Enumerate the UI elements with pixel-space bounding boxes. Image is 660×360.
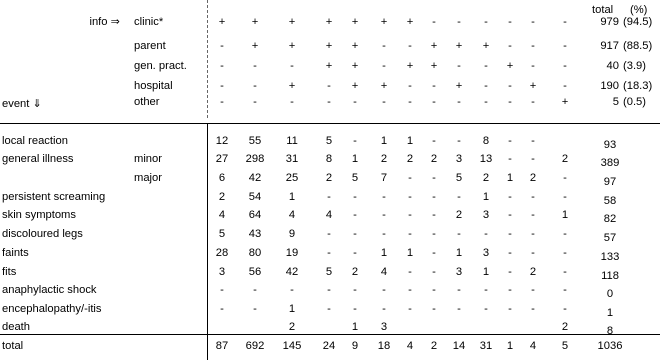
info-mark: - [432, 16, 436, 28]
event-count-cell: - [432, 228, 436, 240]
event-row-total: 57 [603, 232, 617, 244]
event-count-cell: 56 [248, 266, 262, 278]
total-row-cell: 2 [430, 340, 438, 352]
event-count-cell: - [353, 191, 357, 203]
info-mark: - [382, 40, 386, 52]
event-label: fits [2, 266, 17, 278]
event-count-cell: 2 [561, 153, 569, 165]
event-count-cell: - [508, 284, 512, 296]
event-count-cell: 2 [218, 191, 226, 203]
info-total: 190 [600, 80, 619, 92]
event-count-cell: - [531, 209, 535, 221]
info-mark: - [563, 16, 567, 28]
info-mark: + [406, 16, 414, 28]
info-mark: + [325, 60, 333, 72]
pct-header: (%) [630, 4, 648, 16]
info-mark: + [561, 96, 569, 108]
event-count-cell: 28 [215, 247, 229, 259]
total-row-divider [0, 334, 660, 335]
event-label: discoloured legs [2, 228, 83, 240]
info-mark: - [220, 80, 224, 92]
event-count-cell: 3 [482, 209, 490, 221]
event-count-cell: - [508, 135, 512, 147]
info-mark: + [506, 60, 514, 72]
event-count-cell: - [457, 191, 461, 203]
event-count-cell: 13 [479, 153, 493, 165]
event-count-cell: - [382, 284, 386, 296]
info-mark: - [484, 60, 488, 72]
info-source-label: gen. pract. [134, 60, 187, 72]
event-count-cell: 54 [248, 191, 262, 203]
event-count-cell: - [508, 247, 512, 259]
info-mark: - [253, 60, 257, 72]
info-mark: + [482, 40, 490, 52]
info-mark: + [325, 40, 333, 52]
info-mark: - [220, 40, 224, 52]
info-mark: - [563, 40, 567, 52]
event-count-cell: 31 [285, 153, 299, 165]
info-pct: (0.5) [623, 96, 647, 108]
info-mark: - [220, 96, 224, 108]
event-count-cell: 43 [248, 228, 262, 240]
info-mark: + [288, 80, 296, 92]
event-count-cell: 1 [406, 135, 414, 147]
event-count-cell: 7 [380, 172, 388, 184]
info-mark: + [406, 60, 414, 72]
event-count-cell: - [408, 266, 412, 278]
info-mark: - [253, 80, 257, 92]
event-count-cell: - [382, 303, 386, 315]
event-count-cell: 4 [218, 209, 226, 221]
event-count-cell: 298 [245, 153, 265, 165]
total-row-cell: 14 [452, 340, 466, 352]
info-mark: - [408, 96, 412, 108]
total-row-cell: 31 [479, 340, 493, 352]
event-count-cell: 11 [286, 135, 298, 147]
event-count-cell: 1 [482, 266, 490, 278]
event-count-cell: 1 [351, 153, 359, 165]
info-pct: (88.5) [623, 40, 653, 52]
info-mark: - [457, 16, 461, 28]
event-count-cell: - [563, 303, 567, 315]
event-count-cell: - [353, 209, 357, 221]
total-row-cell: 145 [282, 340, 302, 352]
event-row-total: 133 [600, 251, 620, 263]
event-label: faints [2, 247, 29, 259]
event-count-cell: 1 [351, 321, 359, 333]
event-label: anaphylactic shock [2, 284, 97, 296]
event-count-cell: 1 [482, 191, 490, 203]
info-mark: + [351, 80, 359, 92]
event-count-cell: 5 [218, 228, 226, 240]
event-count-cell: 2 [351, 266, 359, 278]
info-mark: - [531, 40, 535, 52]
info-source-label: other [134, 96, 160, 108]
event-count-cell: - [508, 153, 512, 165]
total-row-cell: 9 [351, 340, 359, 352]
info-total: 979 [600, 16, 619, 28]
header-body-divider [0, 123, 660, 124]
event-count-cell: 5 [351, 172, 359, 184]
event-count-cell: 1 [561, 209, 569, 221]
info-mark: - [408, 80, 412, 92]
info-mark: - [432, 96, 436, 108]
event-count-cell: - [353, 228, 357, 240]
event-count-cell: 3 [218, 266, 226, 278]
info-total: 5 [612, 96, 619, 108]
info-mark: - [327, 80, 331, 92]
info-mark: - [353, 96, 357, 108]
info-source-label: parent [134, 40, 166, 52]
info-total: 917 [600, 40, 619, 52]
event-count-cell: - [531, 247, 535, 259]
event-count-cell: 1 [406, 247, 414, 259]
event-count-cell: 6 [218, 172, 226, 184]
event-count-cell: - [457, 135, 461, 147]
event-count-cell: - [432, 303, 436, 315]
event-count-cell: - [353, 135, 357, 147]
event-count-cell: - [531, 303, 535, 315]
event-count-cell: - [531, 135, 535, 147]
info-mark: + [218, 16, 226, 28]
info-mark: - [508, 16, 512, 28]
event-count-cell: - [508, 303, 512, 315]
event-count-cell: - [432, 191, 436, 203]
total-row-cell: 692 [245, 340, 265, 352]
event-row-total: 389 [600, 157, 620, 169]
event-count-cell: 3 [380, 321, 388, 333]
total-row-cell: 1 [506, 340, 514, 352]
info-mark: - [484, 80, 488, 92]
info-mark: - [327, 96, 331, 108]
event-count-cell: 8 [325, 153, 333, 165]
event-count-cell: 2 [455, 209, 463, 221]
info-mark: + [288, 40, 296, 52]
info-mark: + [351, 60, 359, 72]
total-header: total [592, 4, 614, 16]
event-count-cell: 5 [325, 135, 333, 147]
event-count-cell: - [220, 303, 224, 315]
event-row-total: 0 [606, 288, 614, 300]
event-count-cell: 4 [288, 209, 296, 221]
info-mark: - [432, 80, 436, 92]
total-row-cell: 87 [215, 340, 229, 352]
info-mark: - [531, 16, 535, 28]
event-arrow-label: event ⇓ [2, 98, 42, 110]
info-mark: + [251, 16, 259, 28]
info-mark: - [253, 96, 257, 108]
event-count-cell: - [290, 284, 294, 296]
event-count-cell: 2 [482, 172, 490, 184]
event-count-cell: 55 [248, 135, 262, 147]
info-mark: + [455, 40, 463, 52]
event-label: death [2, 321, 30, 333]
info-mark: + [288, 16, 296, 28]
event-count-cell: 2 [529, 266, 537, 278]
event-count-cell: - [563, 191, 567, 203]
event-count-cell: 3 [455, 153, 463, 165]
event-count-cell: 5 [325, 266, 333, 278]
event-count-cell: 2 [430, 153, 438, 165]
event-count-cell: - [253, 303, 257, 315]
event-count-cell: 2 [406, 153, 414, 165]
event-count-cell: - [457, 228, 461, 240]
event-count-cell: 19 [285, 247, 299, 259]
event-count-cell: 3 [455, 266, 463, 278]
body-separator-vertical [207, 124, 208, 360]
event-count-cell: 1 [288, 191, 296, 203]
event-count-cell: 9 [288, 228, 296, 240]
event-count-cell: 2 [288, 321, 296, 333]
info-mark: + [380, 80, 388, 92]
event-row-total: 8 [606, 325, 614, 337]
event-label: encephalopathy/-itis [2, 303, 102, 315]
event-row-total: 97 [603, 176, 617, 188]
event-count-cell: - [432, 172, 436, 184]
info-mark: - [531, 60, 535, 72]
event-count-cell: - [531, 191, 535, 203]
info-mark: - [457, 60, 461, 72]
info-arrow-label: info ⇒ [89, 16, 120, 28]
info-mark: + [380, 16, 388, 28]
info-mark: - [508, 80, 512, 92]
event-count-cell: - [327, 284, 331, 296]
event-count-cell: - [508, 266, 512, 278]
event-count-cell: 2 [325, 172, 333, 184]
total-row-cell: 24 [322, 340, 336, 352]
info-mark: - [220, 60, 224, 72]
event-count-cell: 42 [248, 172, 262, 184]
event-count-cell: 1 [455, 247, 463, 259]
event-count-cell: - [382, 191, 386, 203]
event-count-cell: 25 [285, 172, 299, 184]
info-source-label: hospital [134, 80, 173, 92]
info-mark: + [351, 16, 359, 28]
event-count-cell: - [508, 228, 512, 240]
event-count-cell: - [484, 228, 488, 240]
info-mark: - [508, 96, 512, 108]
info-pct: (3.9) [623, 60, 647, 72]
event-count-cell: - [408, 303, 412, 315]
event-count-cell: - [563, 247, 567, 259]
event-count-cell: 2 [561, 321, 569, 333]
event-count-cell: 2 [380, 153, 388, 165]
event-count-cell: - [484, 303, 488, 315]
event-count-cell: - [353, 303, 357, 315]
info-pct: (94.5) [623, 16, 653, 28]
event-count-cell: 27 [215, 153, 229, 165]
event-count-cell: - [508, 191, 512, 203]
event-count-cell: - [508, 209, 512, 221]
event-row-total: 1 [606, 307, 614, 319]
event-sublabel: major [134, 172, 162, 184]
info-mark: - [484, 96, 488, 108]
info-mark: + [455, 80, 463, 92]
info-mark: + [351, 40, 359, 52]
event-count-cell: - [327, 247, 331, 259]
event-count-cell: - [353, 284, 357, 296]
event-count-cell: - [432, 135, 436, 147]
event-row-total: 118 [601, 270, 619, 282]
event-count-cell: 4 [325, 209, 333, 221]
info-mark: - [290, 96, 294, 108]
info-mark: - [484, 16, 488, 28]
event-count-cell: - [432, 247, 436, 259]
event-count-cell: - [408, 191, 412, 203]
total-row-cell: 18 [377, 340, 391, 352]
grand-total: 1036 [597, 340, 623, 352]
event-count-cell: - [457, 284, 461, 296]
info-mark: - [290, 60, 294, 72]
event-count-cell: - [408, 228, 412, 240]
info-source-label: clinic* [134, 16, 164, 28]
event-count-cell: - [484, 284, 488, 296]
event-count-cell: - [253, 284, 257, 296]
total-row-cell: 4 [529, 340, 537, 352]
event-count-cell: - [432, 284, 436, 296]
info-mark: - [382, 60, 386, 72]
info-mark: + [251, 40, 259, 52]
event-count-cell: - [531, 284, 535, 296]
event-count-cell: 1 [288, 303, 296, 315]
event-count-cell: - [327, 303, 331, 315]
event-count-cell: 1 [380, 247, 388, 259]
event-count-cell: 5 [455, 172, 463, 184]
event-row-total: 82 [603, 213, 617, 225]
info-mark: + [430, 60, 438, 72]
event-count-cell: - [353, 247, 357, 259]
event-count-cell: 1 [380, 135, 388, 147]
event-sublabel: minor [134, 153, 162, 165]
event-count-cell: 12 [215, 135, 229, 147]
event-count-cell: - [563, 284, 567, 296]
event-count-cell: - [408, 172, 412, 184]
event-count-cell: - [327, 228, 331, 240]
info-total: 40 [606, 60, 619, 72]
event-label: general illness [2, 153, 74, 165]
event-count-cell: - [563, 172, 567, 184]
event-label: persistent screaming [2, 191, 106, 203]
event-count-cell: 8 [482, 135, 490, 147]
event-label: local reaction [2, 135, 68, 147]
info-pct: (18.3) [623, 80, 653, 92]
event-row-total: 58 [603, 195, 617, 207]
info-mark: + [430, 40, 438, 52]
total-row-label: total [2, 340, 24, 352]
event-row-total: 93 [603, 139, 617, 151]
info-mark: + [325, 16, 333, 28]
event-label: skin symptoms [2, 209, 76, 221]
event-count-cell: 2 [529, 172, 537, 184]
event-count-cell: - [432, 266, 436, 278]
event-count-cell: - [327, 191, 331, 203]
event-count-cell: - [220, 284, 224, 296]
event-count-cell: - [457, 303, 461, 315]
header-separator-dashed [207, 0, 208, 118]
event-count-cell: - [432, 209, 436, 221]
event-count-cell: 64 [248, 209, 262, 221]
event-count-cell: - [408, 209, 412, 221]
event-count-cell: 1 [506, 172, 514, 184]
event-count-cell: - [382, 209, 386, 221]
event-count-cell: - [408, 284, 412, 296]
info-mark: - [563, 80, 567, 92]
event-count-cell: - [563, 228, 567, 240]
info-mark: - [457, 96, 461, 108]
event-count-cell: 4 [380, 266, 388, 278]
event-count-cell: - [563, 266, 567, 278]
total-row-cell: 4 [406, 340, 414, 352]
total-row-cell: 5 [561, 340, 569, 352]
event-count-cell: - [382, 228, 386, 240]
info-mark: - [563, 60, 567, 72]
info-mark: + [529, 80, 537, 92]
info-mark: - [508, 40, 512, 52]
info-mark: - [531, 96, 535, 108]
info-mark: - [382, 96, 386, 108]
event-count-cell: 80 [248, 247, 262, 259]
event-count-cell: - [531, 228, 535, 240]
event-count-cell: 3 [482, 247, 490, 259]
event-count-cell: - [531, 153, 535, 165]
info-mark: - [408, 40, 412, 52]
event-count-cell: 42 [285, 266, 299, 278]
